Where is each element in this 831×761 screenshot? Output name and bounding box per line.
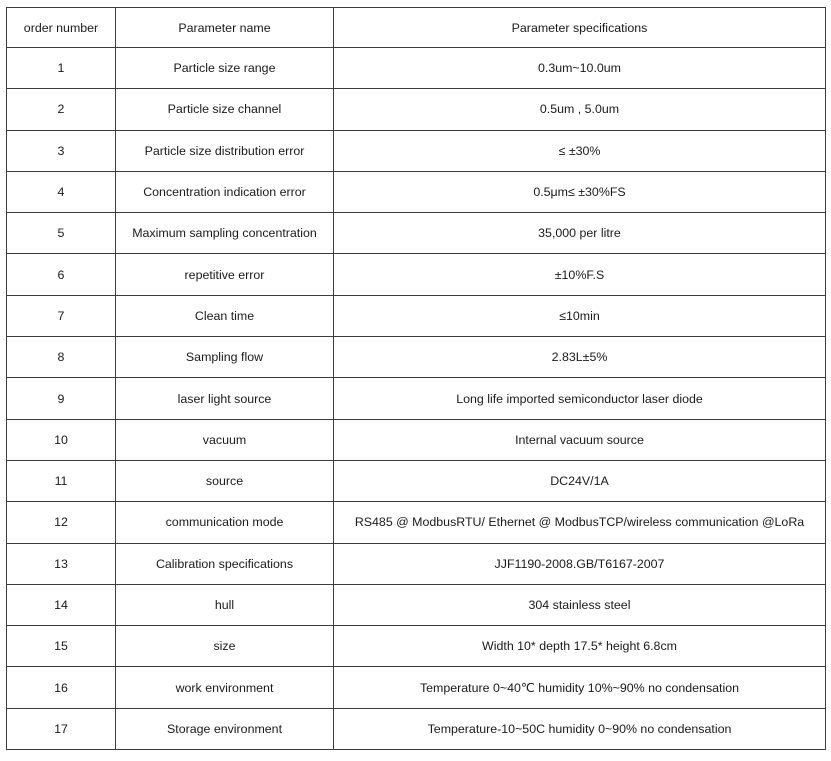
table-row: [7, 337, 826, 378]
parameter-name-cell: Calibration specifications: [116, 543, 334, 584]
order-number-cell: 10: [7, 419, 116, 460]
parameter-spec-cell: Temperature-10~50C humidity 0~90% no condensation: [334, 708, 826, 749]
parameter-spec-cell: ≤10min: [334, 295, 826, 336]
parameter-spec-cell: Internal vacuum source: [334, 419, 826, 460]
table-row: [7, 213, 826, 254]
parameter-spec-cell: 0.5um , 5.0um: [334, 89, 826, 130]
table-row: [7, 460, 826, 501]
parameter-name-cell: size: [116, 626, 334, 667]
parameter-name-cell: communication mode: [116, 502, 334, 543]
table-row: [7, 378, 826, 419]
parameter-spec-cell: 0.3um~10.0um: [334, 48, 826, 89]
table-row: [7, 419, 826, 460]
parameter-spec-cell: DC24V/1A: [334, 460, 826, 501]
table-row: [7, 171, 826, 212]
order-number-cell: 2: [7, 89, 116, 130]
parameter-name-cell: Storage environment: [116, 708, 334, 749]
order-number-cell: 9: [7, 378, 116, 419]
parameter-spec-cell: Temperature 0~40℃ humidity 10%~90% no condensation: [334, 667, 826, 708]
order-number-cell: 11: [7, 460, 116, 501]
table-row: [7, 584, 826, 625]
parameter-name-cell: laser light source: [116, 378, 334, 419]
order-number-cell: 16: [7, 667, 116, 708]
parameter-name-cell: Particle size channel: [116, 89, 334, 130]
table-row: [7, 626, 826, 667]
table-header-row: [7, 8, 826, 48]
parameter-name-cell: source: [116, 460, 334, 501]
header-order-number: order number: [7, 8, 116, 48]
parameter-name-cell: hull: [116, 584, 334, 625]
order-number-cell: 17: [7, 708, 116, 749]
order-number-cell: 15: [7, 626, 116, 667]
parameter-spec-cell: 0.5μm≤ ±30%FS: [334, 171, 826, 212]
table-row: [7, 708, 826, 749]
table-row: [7, 543, 826, 584]
order-number-cell: 13: [7, 543, 116, 584]
parameter-spec-cell: ≤ ±30%: [334, 130, 826, 171]
order-number-cell: 1: [7, 48, 116, 89]
table-row: [7, 89, 826, 130]
parameter-spec-cell: Width 10* depth 17.5* height 6.8cm: [334, 626, 826, 667]
order-number-cell: 7: [7, 295, 116, 336]
order-number-cell: 5: [7, 213, 116, 254]
parameter-spec-cell: 35,000 per litre: [334, 213, 826, 254]
parameter-spec-cell: ±10%F.S: [334, 254, 826, 295]
order-number-cell: 6: [7, 254, 116, 295]
parameter-spec-cell: RS485 @ ModbusRTU/ Ethernet @ ModbusTCP/wireless communication @LoRa: [334, 502, 826, 543]
order-number-cell: 4: [7, 171, 116, 212]
parameter-name-cell: Clean time: [116, 295, 334, 336]
order-number-cell: 3: [7, 130, 116, 171]
parameter-name-cell: vacuum: [116, 419, 334, 460]
parameter-name-cell: Particle size distribution error: [116, 130, 334, 171]
order-number-cell: 8: [7, 337, 116, 378]
parameter-name-cell: work environment: [116, 667, 334, 708]
order-number-cell: 14: [7, 584, 116, 625]
parameter-spec-cell: 2.83L±5%: [334, 337, 826, 378]
table-row: [7, 502, 826, 543]
parameter-table: [6, 7, 826, 750]
parameter-spec-cell: JJF1190-2008.GB/T6167-2007: [334, 543, 826, 584]
table-row: [7, 667, 826, 708]
parameter-name-cell: Particle size range: [116, 48, 334, 89]
table-row: [7, 48, 826, 89]
parameter-spec-cell: 304 stainless steel: [334, 584, 826, 625]
parameter-spec-cell: Long life imported semiconductor laser diode: [334, 378, 826, 419]
table-row: [7, 295, 826, 336]
parameter-name-cell: repetitive error: [116, 254, 334, 295]
order-number-cell: 12: [7, 502, 116, 543]
parameter-name-cell: Concentration indication error: [116, 171, 334, 212]
parameter-name-cell: Sampling flow: [116, 337, 334, 378]
table-row: [7, 130, 826, 171]
header-parameter-specifications: Parameter specifications: [334, 8, 826, 48]
header-parameter-name: Parameter name: [116, 8, 334, 48]
table-row: [7, 254, 826, 295]
parameter-name-cell: Maximum sampling concentration: [116, 213, 334, 254]
